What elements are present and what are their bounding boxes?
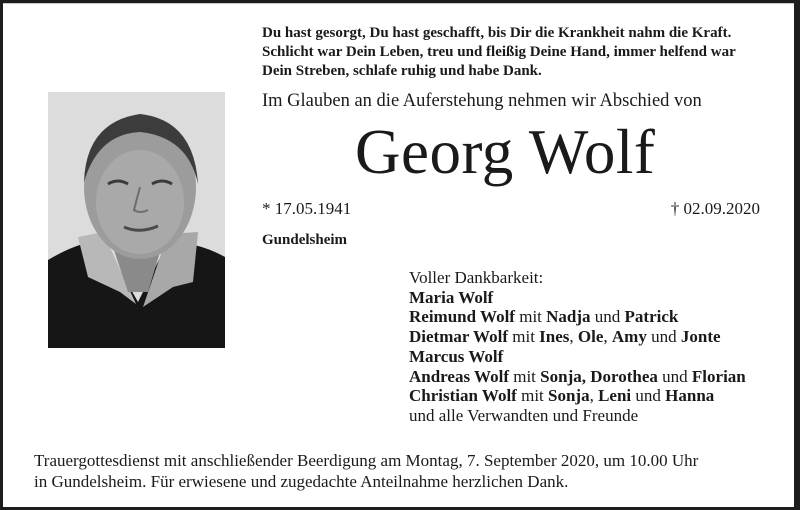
- farewell-intro: Im Glauben an die Auferstehung nehmen wir Abschied von: [262, 91, 702, 111]
- connector-text: und: [657, 366, 692, 386]
- connector-text: und: [590, 307, 625, 327]
- mourner-name: Leni: [598, 386, 632, 406]
- connector-text: und: [631, 386, 666, 406]
- verse-line: Dein Streben, schlafe ruhig und habe Dank.: [262, 63, 542, 79]
- connector-text: ,: [603, 327, 612, 347]
- connector-text: ,: [569, 327, 578, 347]
- verse-line: Du hast gesorgt, Du hast geschafft, bis Dir die Krankheit nahm die Kraft.: [262, 25, 732, 41]
- mourners-closing: und alle Verwandten und Freunde: [409, 405, 639, 425]
- mourner-name: Amy: [611, 327, 647, 347]
- service-line: Trauergottesdienst mit anschließender Beerdigung am Montag, 7. September 2020, um 10.00 Uhr: [34, 451, 699, 470]
- mourner-name: Maria Wolf: [409, 287, 494, 307]
- mourner-line: [409, 367, 746, 387]
- portrait-image: [48, 92, 225, 348]
- mourner-name: Reimund Wolf: [409, 307, 515, 327]
- connector-text: mit: [514, 307, 547, 327]
- mourner-name: Jonte: [680, 327, 721, 347]
- mourner-name: Dietmar Wolf: [409, 327, 508, 347]
- mourner-name: Sonja: [548, 386, 590, 406]
- memorial-verse: [262, 24, 782, 81]
- mourner-name: Sonja,: [540, 366, 586, 386]
- hometown: Gundelsheim: [262, 232, 348, 248]
- mourner-line: [409, 327, 746, 347]
- service-notice: [34, 450, 698, 492]
- mourner-line: [409, 307, 746, 327]
- mourner-name: Dorothea: [590, 366, 658, 386]
- mourner-line: [409, 386, 746, 406]
- mourners-list: [409, 268, 746, 426]
- mourner-name: Marcus Wolf: [409, 346, 504, 366]
- mourner-line: [409, 347, 746, 367]
- mourner-name: Florian: [691, 366, 746, 386]
- mourner-line: [409, 288, 746, 308]
- mourners-heading: Voller Dankbarkeit:: [409, 268, 544, 287]
- mourner-name: Andreas Wolf: [409, 366, 509, 386]
- deceased-name: Georg Wolf: [355, 117, 656, 187]
- mourner-lines: [409, 288, 746, 406]
- birth-date: * 17.05.1941: [262, 199, 352, 218]
- connector-text: mit: [508, 327, 540, 347]
- mourner-name: Ole: [577, 327, 604, 347]
- verse-line: Schlicht war Dein Leben, treu und fleißig Deine Hand, immer helfend war: [262, 44, 736, 60]
- obituary-card: [3, 3, 794, 507]
- mourner-name: Hanna: [665, 386, 715, 406]
- death-date: † 02.09.2020: [670, 199, 760, 218]
- connector-text: mit: [516, 386, 549, 406]
- mourner-name: Christian Wolf: [409, 386, 517, 406]
- connector-text: mit: [508, 366, 541, 386]
- connector-text: ,: [589, 386, 599, 406]
- mourner-name: Ines: [539, 327, 570, 347]
- mourner-name: Nadja: [546, 307, 591, 327]
- connector-text: und: [646, 327, 681, 347]
- portrait-photo: [48, 92, 225, 348]
- service-line: in Gundelsheim. Für erwiesene und zugedachte Anteilnahme herzlichen Dank.: [34, 472, 569, 491]
- mourner-name: Patrick: [624, 307, 679, 327]
